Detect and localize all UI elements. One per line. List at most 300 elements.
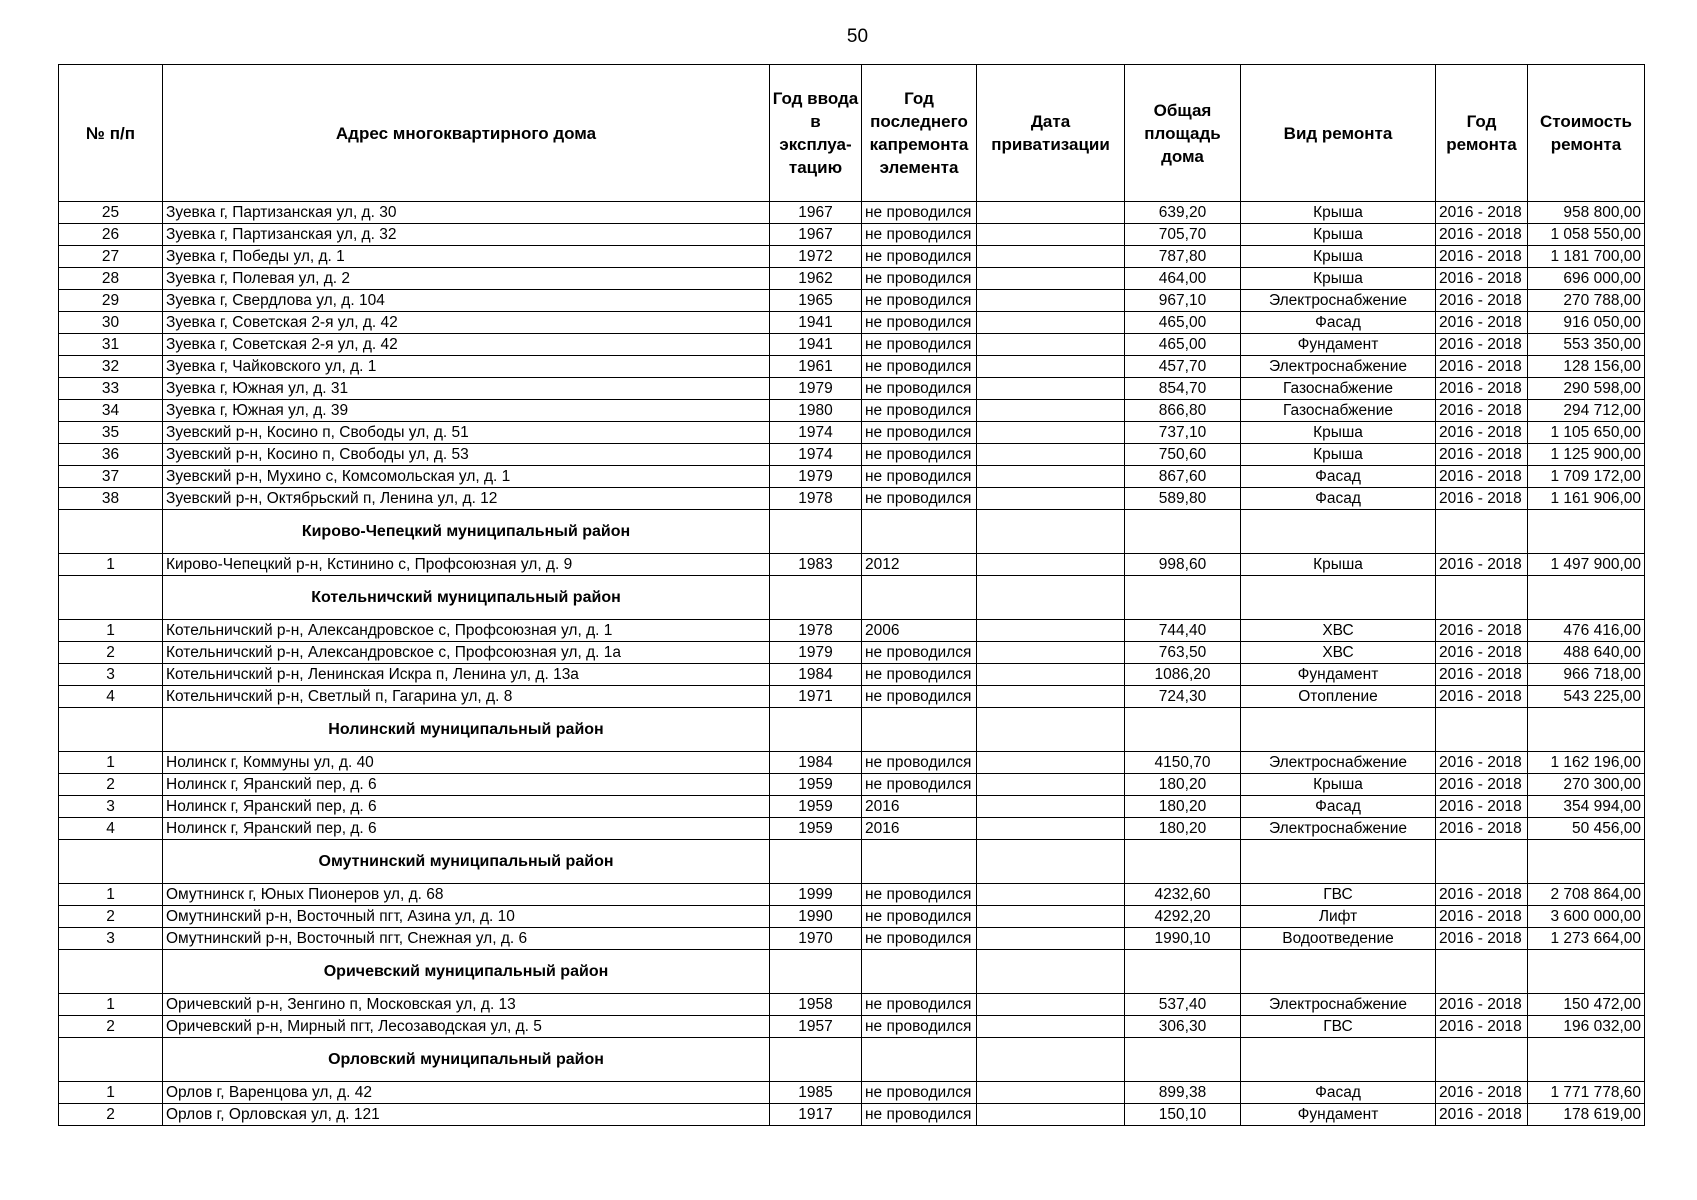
cost-cell: 1 181 700,00	[1528, 246, 1645, 268]
privatization-cell	[977, 620, 1125, 642]
repair-type-cell: Фасад	[1241, 796, 1436, 818]
repair-year-cell: 2016 - 2018	[1436, 994, 1528, 1016]
privatization-cell	[977, 818, 1125, 840]
empty-cell	[1436, 576, 1528, 620]
privatization-cell	[977, 422, 1125, 444]
table-row	[59, 664, 1645, 686]
row-number: 2	[59, 906, 163, 928]
empty-cell	[1528, 1038, 1645, 1082]
repair-year-cell: 2016 - 2018	[1436, 246, 1528, 268]
address-cell: Котельничский р-н, Светлый п, Гагарина ул, д. 8	[163, 686, 770, 708]
privatization-cell	[977, 884, 1125, 906]
row-number: 26	[59, 224, 163, 246]
last-repair-cell: 2016	[862, 818, 977, 840]
year-built-cell: 1967	[770, 224, 862, 246]
row-number: 35	[59, 422, 163, 444]
area-cell: 639,20	[1125, 202, 1241, 224]
repair-year-cell: 2016 - 2018	[1436, 774, 1528, 796]
empty-cell	[977, 840, 1125, 884]
year-built-cell: 1978	[770, 488, 862, 510]
empty-cell	[1241, 708, 1436, 752]
area-cell: 537,40	[1125, 994, 1241, 1016]
year-built-cell: 1974	[770, 422, 862, 444]
row-number: 1	[59, 752, 163, 774]
empty-cell	[1241, 840, 1436, 884]
row-number: 31	[59, 334, 163, 356]
area-cell: 967,10	[1125, 290, 1241, 312]
repair-year-cell: 2016 - 2018	[1436, 818, 1528, 840]
table-row	[59, 686, 1645, 708]
address-cell: Зуевка г, Южная ул, д. 39	[163, 400, 770, 422]
repair-type-cell: Газоснабжение	[1241, 400, 1436, 422]
cost-cell: 196 032,00	[1528, 1016, 1645, 1038]
repair-year-cell: 2016 - 2018	[1436, 422, 1528, 444]
repair-type-cell: Фасад	[1241, 312, 1436, 334]
repair-type-cell: Лифт	[1241, 906, 1436, 928]
last-repair-cell: не проводился	[862, 774, 977, 796]
address-cell: Зуевка г, Свердлова ул, д. 104	[163, 290, 770, 312]
cost-cell: 958 800,00	[1528, 202, 1645, 224]
header-last-repair: Год последнего капремонта элемента	[862, 65, 977, 202]
empty-cell	[1528, 708, 1645, 752]
year-built-cell: 1990	[770, 906, 862, 928]
address-cell: Зуевка г, Победы ул, д. 1	[163, 246, 770, 268]
privatization-cell	[977, 356, 1125, 378]
repair-year-cell: 2016 - 2018	[1436, 290, 1528, 312]
repair-type-cell: ХВС	[1241, 642, 1436, 664]
repair-year-cell: 2016 - 2018	[1436, 928, 1528, 950]
repair-year-cell: 2016 - 2018	[1436, 488, 1528, 510]
repair-type-cell: Газоснабжение	[1241, 378, 1436, 400]
last-repair-cell: не проводился	[862, 664, 977, 686]
header-num: № п/п	[59, 65, 163, 202]
repair-year-cell: 2016 - 2018	[1436, 664, 1528, 686]
cost-cell: 1 058 550,00	[1528, 224, 1645, 246]
table-row	[59, 202, 1645, 224]
address-cell: Зуевка г, Чайковского ул, д. 1	[163, 356, 770, 378]
empty-cell	[1528, 510, 1645, 554]
empty-cell	[862, 840, 977, 884]
repair-type-cell: Электроснабжение	[1241, 290, 1436, 312]
privatization-cell	[977, 202, 1125, 224]
table-row	[59, 246, 1645, 268]
table-row	[59, 1016, 1645, 1038]
row-number: 25	[59, 202, 163, 224]
repair-year-cell: 2016 - 2018	[1436, 202, 1528, 224]
table-row	[59, 818, 1645, 840]
district-title: Омутнинский муниципальный район	[163, 840, 770, 884]
row-number: 28	[59, 268, 163, 290]
repair-type-cell: Крыша	[1241, 246, 1436, 268]
header-area: Общая площадь дома	[1125, 65, 1241, 202]
table-row	[59, 224, 1645, 246]
repair-type-cell: Электроснабжение	[1241, 356, 1436, 378]
address-cell: Зуевка г, Советская 2-я ул, д. 42	[163, 334, 770, 356]
district-header-row	[59, 576, 1645, 620]
row-number: 2	[59, 774, 163, 796]
area-cell: 306,30	[1125, 1016, 1241, 1038]
address-cell: Зуевский р-н, Октябрьский п, Ленина ул, д. 12	[163, 488, 770, 510]
address-cell: Зуевский р-н, Косино п, Свободы ул, д. 51	[163, 422, 770, 444]
table-row	[59, 994, 1645, 1016]
year-built-cell: 1971	[770, 686, 862, 708]
empty-cell	[1241, 510, 1436, 554]
area-cell: 180,20	[1125, 796, 1241, 818]
empty-cell	[59, 950, 163, 994]
row-number: 30	[59, 312, 163, 334]
cost-cell: 354 994,00	[1528, 796, 1645, 818]
table-row	[59, 1104, 1645, 1126]
empty-cell	[977, 708, 1125, 752]
last-repair-cell: не проводился	[862, 356, 977, 378]
repair-type-cell: ГВС	[1241, 884, 1436, 906]
repair-year-cell: 2016 - 2018	[1436, 906, 1528, 928]
year-built-cell: 1983	[770, 554, 862, 576]
header-cost: Стоимость ремонта	[1528, 65, 1645, 202]
year-built-cell: 1962	[770, 268, 862, 290]
table-row	[59, 334, 1645, 356]
area-cell: 180,20	[1125, 818, 1241, 840]
empty-cell	[1125, 510, 1241, 554]
empty-cell	[1125, 840, 1241, 884]
table-row	[59, 466, 1645, 488]
address-cell: Зуевка г, Партизанская ул, д. 32	[163, 224, 770, 246]
row-number: 3	[59, 928, 163, 950]
cost-cell: 150 472,00	[1528, 994, 1645, 1016]
row-number: 2	[59, 1016, 163, 1038]
area-cell: 787,80	[1125, 246, 1241, 268]
privatization-cell	[977, 994, 1125, 1016]
year-built-cell: 1985	[770, 1082, 862, 1104]
empty-cell	[862, 576, 977, 620]
cost-cell: 1 771 778,60	[1528, 1082, 1645, 1104]
table-row	[59, 774, 1645, 796]
repair-type-cell: Электроснабжение	[1241, 818, 1436, 840]
privatization-cell	[977, 334, 1125, 356]
cost-cell: 178 619,00	[1528, 1104, 1645, 1126]
empty-cell	[59, 510, 163, 554]
repair-type-cell: Фундамент	[1241, 664, 1436, 686]
last-repair-cell: не проводился	[862, 246, 977, 268]
area-cell: 867,60	[1125, 466, 1241, 488]
district-title: Котельничский муниципальный район	[163, 576, 770, 620]
last-repair-cell: 2016	[862, 796, 977, 818]
repair-type-cell: Водоотведение	[1241, 928, 1436, 950]
empty-cell	[977, 576, 1125, 620]
row-number: 37	[59, 466, 163, 488]
row-number: 4	[59, 686, 163, 708]
empty-cell	[59, 576, 163, 620]
area-cell: 180,20	[1125, 774, 1241, 796]
privatization-cell	[977, 224, 1125, 246]
address-cell: Нолинск г, Яранский пер, д. 6	[163, 774, 770, 796]
district-header-row	[59, 1038, 1645, 1082]
table-row	[59, 642, 1645, 664]
last-repair-cell: не проводился	[862, 268, 977, 290]
privatization-cell	[977, 796, 1125, 818]
privatization-cell	[977, 774, 1125, 796]
cost-cell: 1 161 906,00	[1528, 488, 1645, 510]
cost-cell: 290 598,00	[1528, 378, 1645, 400]
address-cell: Зуевка г, Партизанская ул, д. 30	[163, 202, 770, 224]
last-repair-cell: не проводился	[862, 224, 977, 246]
last-repair-cell: не проводился	[862, 466, 977, 488]
area-cell: 750,60	[1125, 444, 1241, 466]
repair-type-cell: Фундамент	[1241, 1104, 1436, 1126]
last-repair-cell: не проводился	[862, 642, 977, 664]
repair-type-cell: ГВС	[1241, 1016, 1436, 1038]
table-row	[59, 356, 1645, 378]
year-built-cell: 1958	[770, 994, 862, 1016]
address-cell: Зуевка г, Советская 2-я ул, д. 42	[163, 312, 770, 334]
repair-year-cell: 2016 - 2018	[1436, 312, 1528, 334]
area-cell: 737,10	[1125, 422, 1241, 444]
address-cell: Зуевский р-н, Мухино с, Комсомольская ул, д. 1	[163, 466, 770, 488]
year-built-cell: 1965	[770, 290, 862, 312]
empty-cell	[1436, 1038, 1528, 1082]
privatization-cell	[977, 664, 1125, 686]
district-header-row	[59, 840, 1645, 884]
address-cell: Котельничский р-н, Александровское с, Профсоюзная ул, д. 1	[163, 620, 770, 642]
privatization-cell	[977, 444, 1125, 466]
repair-table	[58, 64, 1645, 1126]
empty-cell	[1436, 950, 1528, 994]
repair-type-cell: Фасад	[1241, 488, 1436, 510]
empty-cell	[1528, 840, 1645, 884]
area-cell: 589,80	[1125, 488, 1241, 510]
empty-cell	[862, 510, 977, 554]
cost-cell: 50 456,00	[1528, 818, 1645, 840]
year-built-cell: 1972	[770, 246, 862, 268]
privatization-cell	[977, 928, 1125, 950]
privatization-cell	[977, 466, 1125, 488]
last-repair-cell: не проводился	[862, 686, 977, 708]
cost-cell: 543 225,00	[1528, 686, 1645, 708]
area-cell: 744,40	[1125, 620, 1241, 642]
repair-year-cell: 2016 - 2018	[1436, 224, 1528, 246]
table-row	[59, 444, 1645, 466]
year-built-cell: 1970	[770, 928, 862, 950]
cost-cell: 1 125 900,00	[1528, 444, 1645, 466]
area-cell: 763,50	[1125, 642, 1241, 664]
repair-type-cell: ХВС	[1241, 620, 1436, 642]
district-title: Нолинский муниципальный район	[163, 708, 770, 752]
privatization-cell	[977, 1104, 1125, 1126]
last-repair-cell: не проводился	[862, 752, 977, 774]
address-cell: Омутнинский р-н, Восточный пгт, Снежная ул, д. 6	[163, 928, 770, 950]
repair-year-cell: 2016 - 2018	[1436, 796, 1528, 818]
year-built-cell: 1974	[770, 444, 862, 466]
area-cell: 150,10	[1125, 1104, 1241, 1126]
row-number: 2	[59, 642, 163, 664]
empty-cell	[862, 1038, 977, 1082]
repair-year-cell: 2016 - 2018	[1436, 268, 1528, 290]
repair-year-cell: 2016 - 2018	[1436, 356, 1528, 378]
repair-type-cell: Крыша	[1241, 202, 1436, 224]
repair-type-cell: Крыша	[1241, 268, 1436, 290]
last-repair-cell: не проводился	[862, 1016, 977, 1038]
privatization-cell	[977, 752, 1125, 774]
repair-type-cell: Крыша	[1241, 774, 1436, 796]
repair-year-cell: 2016 - 2018	[1436, 642, 1528, 664]
last-repair-cell: 2012	[862, 554, 977, 576]
repair-year-cell: 2016 - 2018	[1436, 444, 1528, 466]
last-repair-cell: не проводился	[862, 400, 977, 422]
header-privatization: Дата приватизации	[977, 65, 1125, 202]
last-repair-cell: не проводился	[862, 906, 977, 928]
last-repair-cell: не проводился	[862, 290, 977, 312]
privatization-cell	[977, 290, 1125, 312]
address-cell: Котельничский р-н, Ленинская Искра п, Ленина ул, д. 13а	[163, 664, 770, 686]
area-cell: 464,00	[1125, 268, 1241, 290]
address-cell: Котельничский р-н, Александровское с, Профсоюзная ул, д. 1а	[163, 642, 770, 664]
address-cell: Омутнинск г, Юных Пионеров ул, д. 68	[163, 884, 770, 906]
empty-cell	[770, 1038, 862, 1082]
cost-cell: 966 718,00	[1528, 664, 1645, 686]
privatization-cell	[977, 1016, 1125, 1038]
empty-cell	[1125, 950, 1241, 994]
area-cell: 465,00	[1125, 334, 1241, 356]
row-number: 2	[59, 1104, 163, 1126]
repair-type-cell: Электроснабжение	[1241, 994, 1436, 1016]
privatization-cell	[977, 378, 1125, 400]
cost-cell: 1 709 172,00	[1528, 466, 1645, 488]
empty-cell	[1436, 840, 1528, 884]
privatization-cell	[977, 488, 1125, 510]
table-body	[59, 202, 1645, 1126]
table-row	[59, 268, 1645, 290]
area-cell: 899,38	[1125, 1082, 1241, 1104]
area-cell: 465,00	[1125, 312, 1241, 334]
area-cell: 705,70	[1125, 224, 1241, 246]
repair-year-cell: 2016 - 2018	[1436, 334, 1528, 356]
repair-type-cell: Отопление	[1241, 686, 1436, 708]
row-number: 1	[59, 1082, 163, 1104]
header-year-built: Год ввода в эксплуа-тацию	[770, 65, 862, 202]
privatization-cell	[977, 312, 1125, 334]
cost-cell: 488 640,00	[1528, 642, 1645, 664]
empty-cell	[1436, 510, 1528, 554]
privatization-cell	[977, 400, 1125, 422]
empty-cell	[1436, 708, 1528, 752]
row-number: 1	[59, 620, 163, 642]
empty-cell	[770, 510, 862, 554]
repair-year-cell: 2016 - 2018	[1436, 1104, 1528, 1126]
cost-cell: 1 105 650,00	[1528, 422, 1645, 444]
repair-type-cell: Фасад	[1241, 466, 1436, 488]
year-built-cell: 1917	[770, 1104, 862, 1126]
last-repair-cell: не проводился	[862, 378, 977, 400]
year-built-cell: 1984	[770, 664, 862, 686]
table-row	[59, 752, 1645, 774]
repair-year-cell: 2016 - 2018	[1436, 1082, 1528, 1104]
table-row	[59, 796, 1645, 818]
cost-cell: 2 708 864,00	[1528, 884, 1645, 906]
privatization-cell	[977, 906, 1125, 928]
table-row	[59, 620, 1645, 642]
address-cell: Зуевский р-н, Косино п, Свободы ул, д. 53	[163, 444, 770, 466]
empty-cell	[1125, 1038, 1241, 1082]
cost-cell: 696 000,00	[1528, 268, 1645, 290]
district-header-row	[59, 950, 1645, 994]
year-built-cell: 1979	[770, 466, 862, 488]
last-repair-cell: не проводился	[862, 334, 977, 356]
empty-cell	[1241, 950, 1436, 994]
cost-cell: 1 497 900,00	[1528, 554, 1645, 576]
address-cell: Оричевский р-н, Мирный пгт, Лесозаводская ул, д. 5	[163, 1016, 770, 1038]
address-cell: Омутнинский р-н, Восточный пгт, Азина ул, д. 10	[163, 906, 770, 928]
year-built-cell: 1957	[770, 1016, 862, 1038]
empty-cell	[977, 510, 1125, 554]
repair-type-cell: Фундамент	[1241, 334, 1436, 356]
year-built-cell: 1959	[770, 796, 862, 818]
address-cell: Нолинск г, Коммуны ул, д. 40	[163, 752, 770, 774]
last-repair-cell: не проводился	[862, 312, 977, 334]
row-number: 1	[59, 994, 163, 1016]
row-number: 33	[59, 378, 163, 400]
year-built-cell: 1941	[770, 312, 862, 334]
repair-type-cell: Крыша	[1241, 554, 1436, 576]
empty-cell	[59, 708, 163, 752]
year-built-cell: 1959	[770, 774, 862, 796]
empty-cell	[1125, 708, 1241, 752]
empty-cell	[770, 708, 862, 752]
repair-year-cell: 2016 - 2018	[1436, 686, 1528, 708]
cost-cell: 294 712,00	[1528, 400, 1645, 422]
privatization-cell	[977, 554, 1125, 576]
year-built-cell: 1967	[770, 202, 862, 224]
address-cell: Орлов г, Варенцова ул, д. 42	[163, 1082, 770, 1104]
header-repair-type: Вид ремонта	[1241, 65, 1436, 202]
table-row	[59, 488, 1645, 510]
district-title: Кирово-Чепецкий муниципальный район	[163, 510, 770, 554]
privatization-cell	[977, 1082, 1125, 1104]
repair-type-cell: Крыша	[1241, 224, 1436, 246]
header-repair-year: Год ремонта	[1436, 65, 1528, 202]
year-built-cell: 1984	[770, 752, 862, 774]
last-repair-cell: не проводился	[862, 928, 977, 950]
address-cell: Зуевка г, Южная ул, д. 31	[163, 378, 770, 400]
last-repair-cell: 2006	[862, 620, 977, 642]
table-row	[59, 290, 1645, 312]
row-number: 32	[59, 356, 163, 378]
table-row	[59, 928, 1645, 950]
address-cell: Зуевка г, Полевая ул, д. 2	[163, 268, 770, 290]
privatization-cell	[977, 686, 1125, 708]
row-number: 29	[59, 290, 163, 312]
row-number: 3	[59, 664, 163, 686]
area-cell: 866,80	[1125, 400, 1241, 422]
year-built-cell: 1980	[770, 400, 862, 422]
privatization-cell	[977, 642, 1125, 664]
year-built-cell: 1999	[770, 884, 862, 906]
table-row	[59, 906, 1645, 928]
district-header-row	[59, 708, 1645, 752]
empty-cell	[1241, 576, 1436, 620]
repair-year-cell: 2016 - 2018	[1436, 620, 1528, 642]
last-repair-cell: не проводился	[862, 488, 977, 510]
area-cell: 4232,60	[1125, 884, 1241, 906]
area-cell: 1086,20	[1125, 664, 1241, 686]
empty-cell	[770, 840, 862, 884]
repair-year-cell: 2016 - 2018	[1436, 378, 1528, 400]
row-number: 1	[59, 554, 163, 576]
cost-cell: 270 788,00	[1528, 290, 1645, 312]
last-repair-cell: не проводился	[862, 422, 977, 444]
empty-cell	[977, 1038, 1125, 1082]
year-built-cell: 1959	[770, 818, 862, 840]
privatization-cell	[977, 246, 1125, 268]
